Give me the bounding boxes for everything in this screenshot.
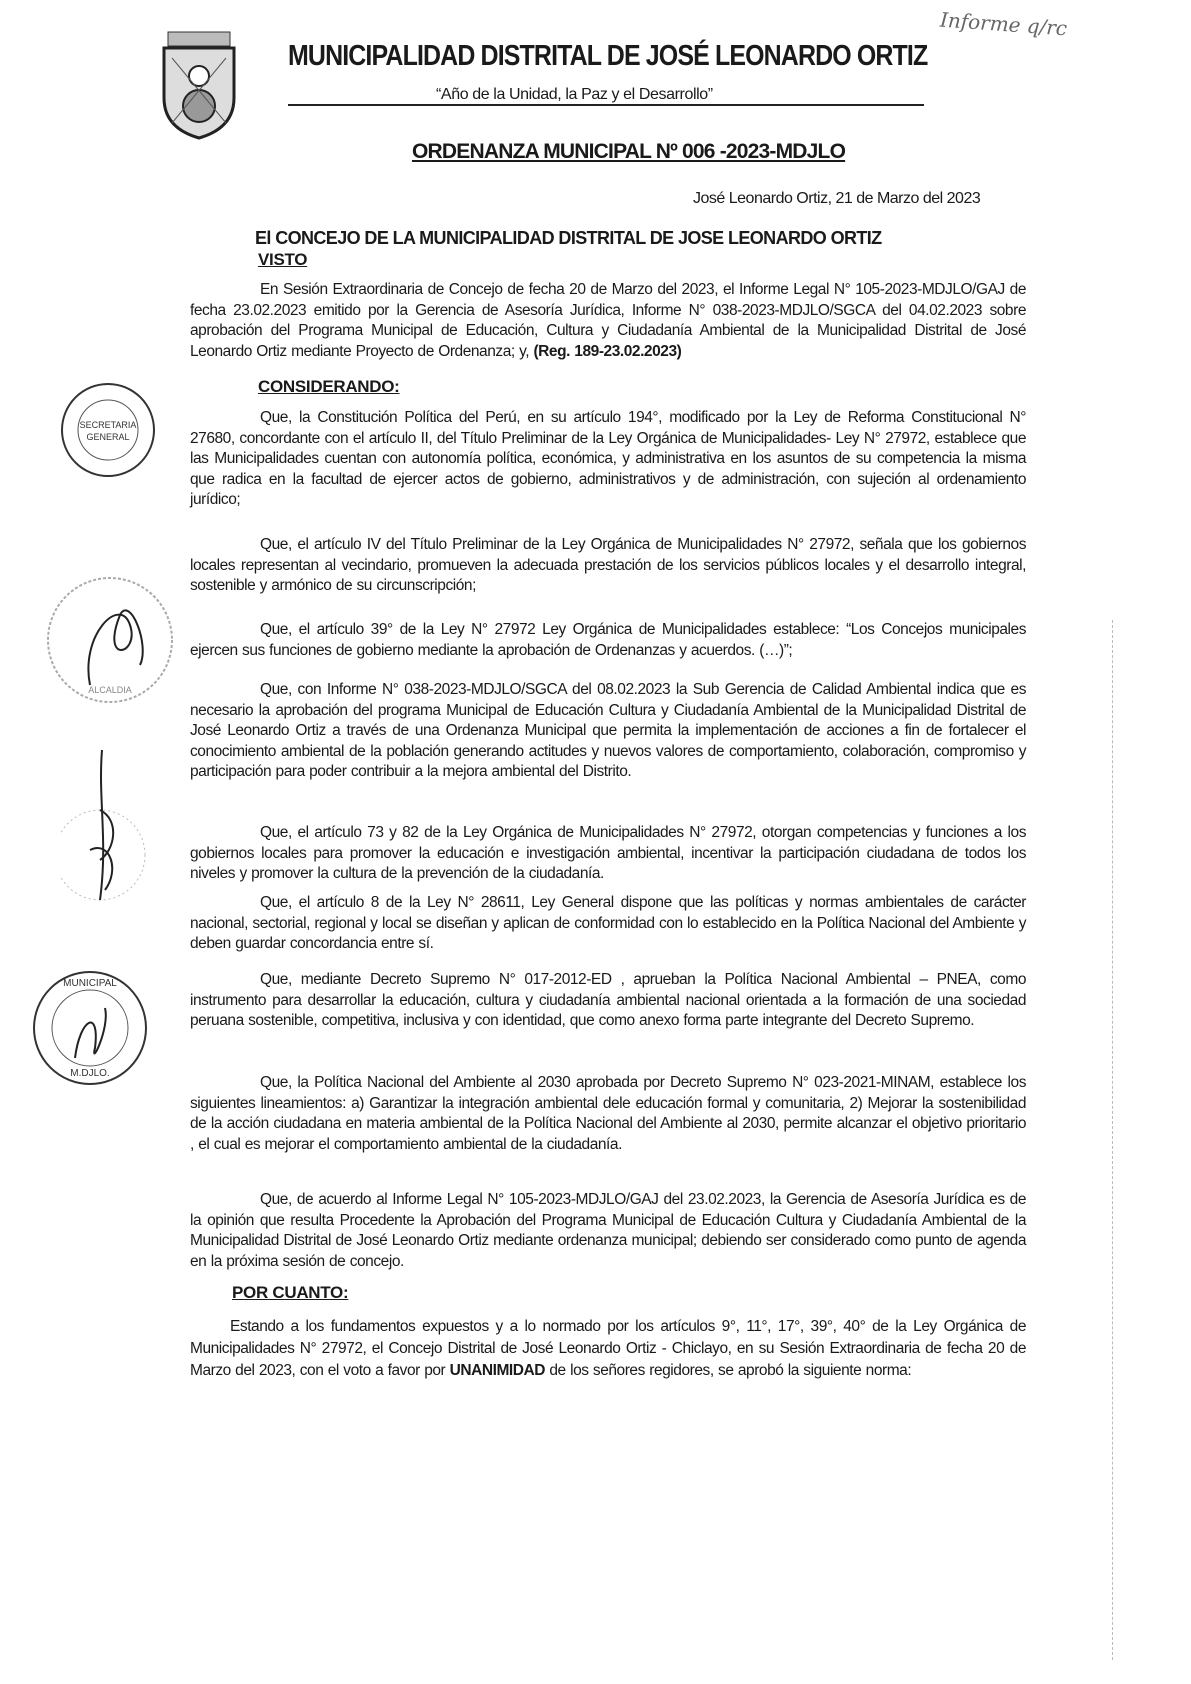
por-cuanto-text: Estando a los fundamentos expuestos y a lo normado por los artículos 9°, 11°, 17°, 39°, 40° de la Ley Orgánica de Municipalidades N° 27972, el Concejo Distrital de José Leonardo Ortiz - Chiclayo, en su Sesión Extraordinaria de fecha 20 de Marzo del 2023, con el voto a favor por	[190, 1318, 1026, 1379]
considerando-text: Que, de acuerdo al Informe Legal N° 105-2023-MDJLO/GAJ del 23.02.2023, la Gerencia de Asesoría Jurídica es de la opinión que resulta Procedente la Aprobación del Programa Municipal de Educación Cultura y Ciudadanía Ambiental de la Municipalidad Distrital de José Leonardo Ortiz mediante ordenanza municipal; debiendo ser considerado como punto de agenda en la próxima sesión de concejo.	[190, 1191, 1026, 1270]
visto-reg: (Reg. 189-23.02.2023)	[533, 342, 682, 360]
considerando-2	[190, 535, 1026, 597]
municipal-coat-of-arms	[158, 28, 240, 140]
gerencia-municipal-stamp	[30, 968, 150, 1093]
considerando-3	[190, 620, 1026, 661]
visto-text: En Sesión Extraordinaria de Concejo de fecha 20 de Marzo del 2023, el Informe Legal N° 105-2023-MDJLO/GAJ de fecha 23.02.2023 emitido por la Gerencia de Asesoría Jurídica, Informe N° 038-2023-MDJLO/SGCA del 04.02.2023 sobre aprobación del Programa Municipal de Educación, Cultura y Ciudadanía Ambiental de la Municipalidad Distrital de José Leonardo Ortiz mediante Proyecto de Ordenanza; y,	[190, 281, 1026, 360]
header-rule	[288, 104, 924, 106]
scan-edge-marks	[1112, 620, 1114, 1660]
svg-text:GENERAL: GENERAL	[86, 432, 130, 442]
considerando-8	[190, 1073, 1026, 1155]
considerando-text: Que, el artículo 73 y 82 de la Ley Orgánica de Municipalidades N° 27972, otorgan competencias y funciones a los gobiernos locales para promover la educación e investigación ambiental, incentivar la participación ciudadana de todos los niveles y promover la cultura de la prevención de la ciudadanía.	[190, 824, 1026, 882]
secretaria-general-stamp	[58, 380, 158, 485]
considerando-5	[190, 823, 1026, 885]
considerando-7	[190, 970, 1026, 1032]
signature	[60, 740, 160, 935]
place-date: José Leonardo Ortiz, 21 de Marzo del 2023	[693, 190, 981, 207]
municipality-name: MUNICIPALIDAD DISTRITAL DE JOSÉ LEONARDO ORTIZ	[288, 40, 928, 72]
svg-text:MUNICIPAL: MUNICIPAL	[63, 978, 117, 989]
considerando-1	[190, 408, 1026, 511]
considerando-4	[190, 680, 1026, 783]
handwritten-note: Informe q/rc	[939, 7, 1068, 41]
considerando-text: Que, el artículo 39° de la Ley N° 27972 Ley Orgánica de Municipalidades establece: “Los Concejos municipales ejercen sus funciones de gobierno mediante la aprobación de Ordenanzas y acuerdos. (…)”;	[190, 621, 1026, 659]
svg-text:SECRETARIA: SECRETARIA	[79, 420, 137, 430]
considerando-text: Que, con Informe N° 038-2023-MDJLO/SGCA del 08.02.2023 la Sub Gerencia de Calidad Ambiental indica que es necesario la aprobación del programa Municipal de Educación Cultura y Ciudadanía Ambiental de la Municipalidad Distrital de José Leonardo Ortiz a través de una Ordenanza Municipal que permita la implementación de acciones a fin de fortalecer el conocimiento ambiental de la población generando actitudes y nuevos valores de comportamiento, colaboración, compromiso y participación para poder contribuir a la mejora ambiental del Distrito.	[190, 681, 1026, 780]
considerando-heading: CONSIDERANDO:	[258, 377, 400, 396]
alcaldia-stamp-signature	[40, 575, 180, 710]
por-cuanto-text-end: de los señores regidores, se aprobó la siguiente norma:	[549, 1362, 912, 1379]
document-title: ORDENANZA MUNICIPAL Nº 006 -2023-MDJLO	[412, 140, 846, 163]
considerando-text: Que, el artículo 8 de la Ley N° 28611, Ley General dispone que las políticas y normas ambientales de carácter nacional, sectorial, regional y local se diseñan y aplican de conformidad con lo establecido en la Política Nacional del Ambiente y deben guardar concordancia entre sí.	[190, 894, 1026, 952]
considerando-text: Que, mediante Decreto Supremo N° 017-2012-ED , aprueban la Política Nacional Ambiental – PNEA, como instrumento para desarrollar la educación, cultura y ciudadanía ambiental nacional orientada a la formación de una sociedad peruana sostenible, competitiva, inclusiva y con identidad, que como anexo forma parte integrante del Decreto Supremo.	[190, 971, 1026, 1029]
council-heading: El CONCEJO DE LA MUNICIPALIDAD DISTRITAL DE JOSE LEONARDO ORTIZ	[255, 228, 882, 248]
svg-text:ALCALDIA: ALCALDIA	[88, 685, 132, 695]
visto-paragraph	[190, 280, 1026, 362]
por-cuanto-heading: POR CUANTO:	[232, 1283, 349, 1302]
unanimidad: UNANIMIDAD	[449, 1362, 546, 1379]
year-motto: “Año de la Unidad, la Paz y el Desarrollo”	[436, 86, 713, 103]
considerando-text: Que, la Constitución Política del Perú, en su artículo 194°, modificado por la Ley de Reforma Constitucional N° 27680, concordante con el artículo II, del Título Preliminar de la Ley Orgánica de Municipalidades- Ley N° 27972, establece que las Municipalidades cuentan con autonomía política, económica, y administrativa en los asuntos de su competencia la misma que radica en la facultad de ejercer actos de gobierno, administrativos y de administración, con sujeción al ordenamiento jurídico;	[190, 409, 1026, 508]
svg-text:M.DJLO.: M.DJLO.	[70, 1068, 110, 1079]
considerando-6	[190, 893, 1026, 955]
considerando-text: Que, la Política Nacional del Ambiente al 2030 aprobada por Decreto Supremo N° 023-2021-MINAM, establece los siguientes lineamientos: a) Garantizar la integración ambiental dele educación formal y comunitaria, 2) Mejorar la sostenibilidad de la acción ciudadana en materia ambiental de la Política Nacional del Ambiente al 2030, permite alcanzar el objetivo prioritario , el cual es mejorar el comportamiento ambiental de la ciudadanía.	[190, 1074, 1026, 1153]
por-cuanto-paragraph	[190, 1316, 1026, 1382]
visto-heading: VISTO	[258, 250, 308, 269]
considerando-9	[190, 1190, 1026, 1272]
considerando-text: Que, el artículo IV del Título Preliminar de la Ley Orgánica de Municipalidades N° 27972, señala que los gobiernos locales representan al vecindario, promueven la adecuada prestación de los servicios públicos locales y el desarrollo integral, sostenible y armónico de su circunscripción;	[190, 536, 1026, 594]
